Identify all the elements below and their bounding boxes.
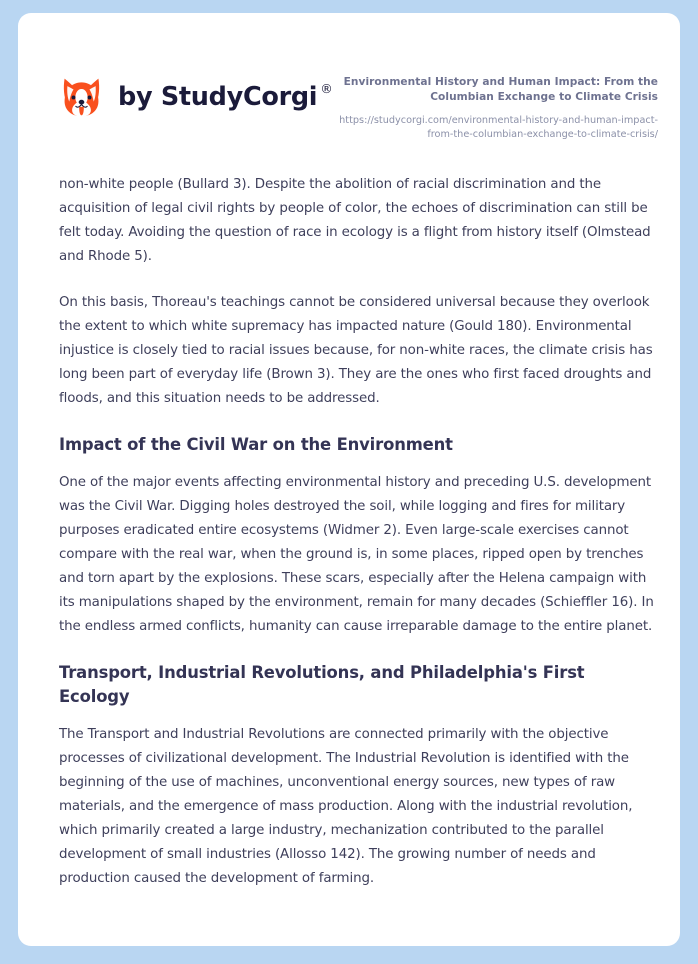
- body-paragraph: One of the major events affecting environmental history and preceding U.S. development was the Civil War. Digging holes destroyed the soil, while logging and fires for military purposes eradicated entire ecosystems (Widmer 2). Even large-scale exercises cannot compare with the real war, when the ground is, in some places, ripped open by trenches and torn apart by the explosions. These scars, especially after the Helena campaign with its manipulations shaped by the environment, remain for many decades (Schieffler 16). In the endless armed conflicts, humanity can cause irreparable damage to the entire planet.: [59, 474, 654, 634]
- document-url[interactable]: https://studycorgi.com/environmental-history-and-human-impact-from-the-columbian-exchange-to-climate-crisis/: [339, 114, 658, 141]
- brand-wordmark: [118, 82, 332, 112]
- brand-name-text: by StudyCorgi: [118, 81, 318, 112]
- corgi-logo-icon: [58, 73, 105, 120]
- document-meta: [332, 61, 658, 143]
- document-header: [18, 13, 680, 143]
- section-heading: Impact of the Civil War on the Environment: [59, 434, 453, 454]
- document-title: Environmental History and Human Impact: From the Columbian Exchange to Climate Crisis: [343, 76, 658, 104]
- registered-trademark-icon: ®: [320, 80, 333, 96]
- body-paragraph: The Transport and Industrial Revolutions are connected primarily with the objective processes of civilizational development. The Industrial Revolution is identified with the beginning of the use of machines, unconventional energy sources, new types of raw materials, and the emergence of mass production. Along with the industrial revolution, which primarily created a large industry, mechanization contributed to the parallel development of small industries (Allosso 142). The growing number of needs and production caused the development of farming.: [59, 726, 633, 886]
- body-paragraph: On this basis, Thoreau's teachings cannot be considered universal because they overlook the extent to which white supremacy has impacted nature (Gould 180). Environmental injustice is closely tied to racial issues because, for non-white races, the climate crisis has long been part of everyday life (Brown 3). They are the ones who first faced droughts and floods, and this situation needs to be addressed.: [59, 294, 653, 406]
- document-body: [18, 143, 680, 891]
- brand-logo-group: [58, 61, 332, 120]
- body-paragraph: non-white people (Bullard 3). Despite the abolition of racial discrimination and the acquisition of legal civil rights by people of color, the echoes of discrimination can still be felt today. Avoiding the question of race in ecology is a flight from history itself (Olmstead and Rhode 5).: [59, 176, 651, 264]
- section-heading: Transport, Industrial Revolutions, and Philadelphia's First Ecology: [59, 662, 585, 706]
- document-page-card: [18, 13, 680, 946]
